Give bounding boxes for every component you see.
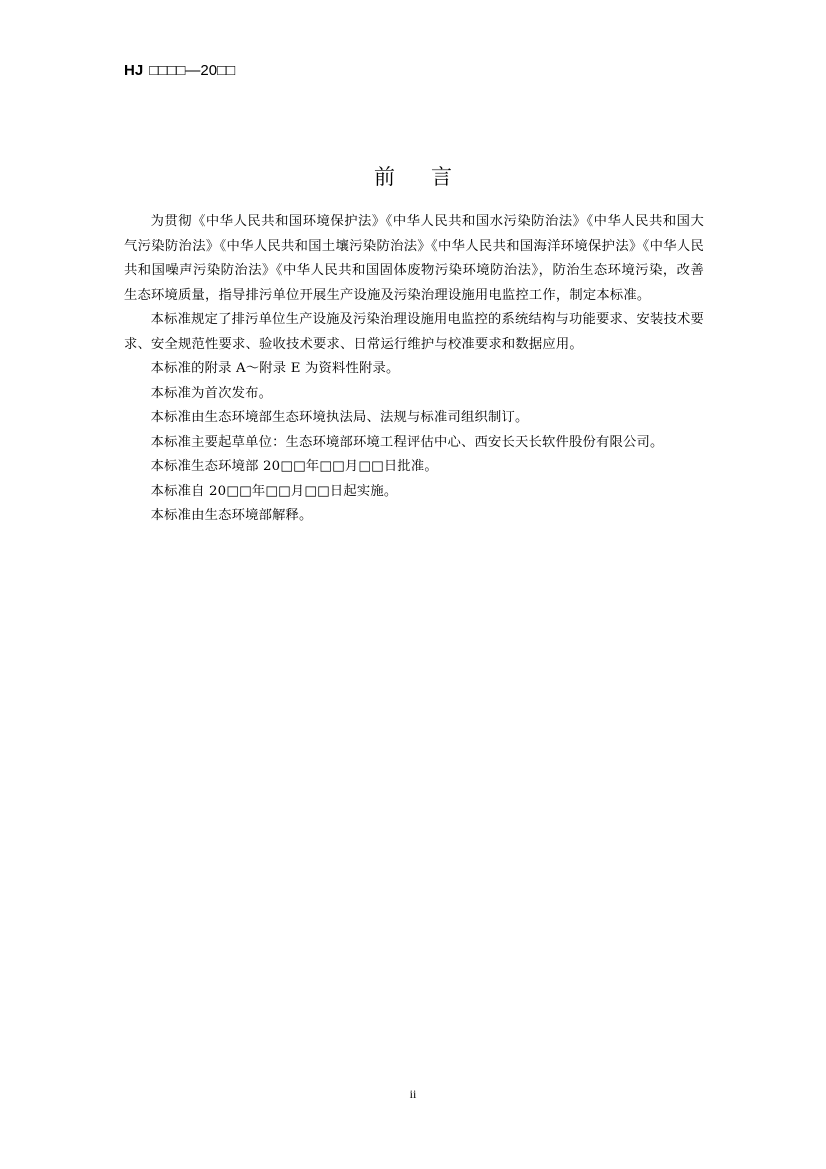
paragraph-appendix: 本标准的附录 A～附录 E 为资料性附录。 — [150, 361, 400, 376]
paragraph-scope: 本标准规定了排污单位生产设施及污染治理设施用电监控的系统结构与功能要求、安装技术要求、安全规范性要求、验收技术要求、日常运行维护与校准要求和数据应用。 — [124, 312, 704, 352]
paragraph-organizer: 本标准由生态环境部生态环境执法局、法规与标准司组织制订。 — [150, 410, 529, 425]
paragraph-drafting-unit: 本标准主要起草单位：生态环境部环境工程评估中心、西安长天长软件股份有限公司。 — [150, 434, 664, 450]
page-number: ii — [409, 1087, 417, 1101]
foreword-body — [124, 210, 704, 529]
paragraph-interpretation: 本标准由生态环境部解释。 — [150, 508, 313, 523]
paragraph-first-release: 本标准为首次发布。 — [150, 385, 273, 401]
paragraph-approval: 本标准生态环境部 20□□年□□月□□日批准。 — [150, 459, 438, 474]
standard-prefix: HJ — [124, 62, 144, 79]
paragraph-effective-date: 本标准自 20□□年□□月□□日起实施。 — [150, 483, 398, 499]
page-header — [124, 60, 235, 82]
paragraph-purpose: 为贯彻《中华人民共和国环境保护法》《中华人民共和国水污染防治法》《中华人民共和国大气污染防治法》《中华人民共和国土壤污染防治法》《中华人民共和国海洋环境保护法》《中华人民共和国噪声污染防治法》《中华人民共和国固体废物污染环境防治法》，防治生态环境污染，改善生态环境质量，指导排污单位开展生产设施及污染治理设施用电监控工作，制定本标准。 — [124, 214, 704, 303]
standard-number: □□□□—20□□ — [149, 62, 236, 79]
page-title: 前言 — [374, 165, 488, 189]
